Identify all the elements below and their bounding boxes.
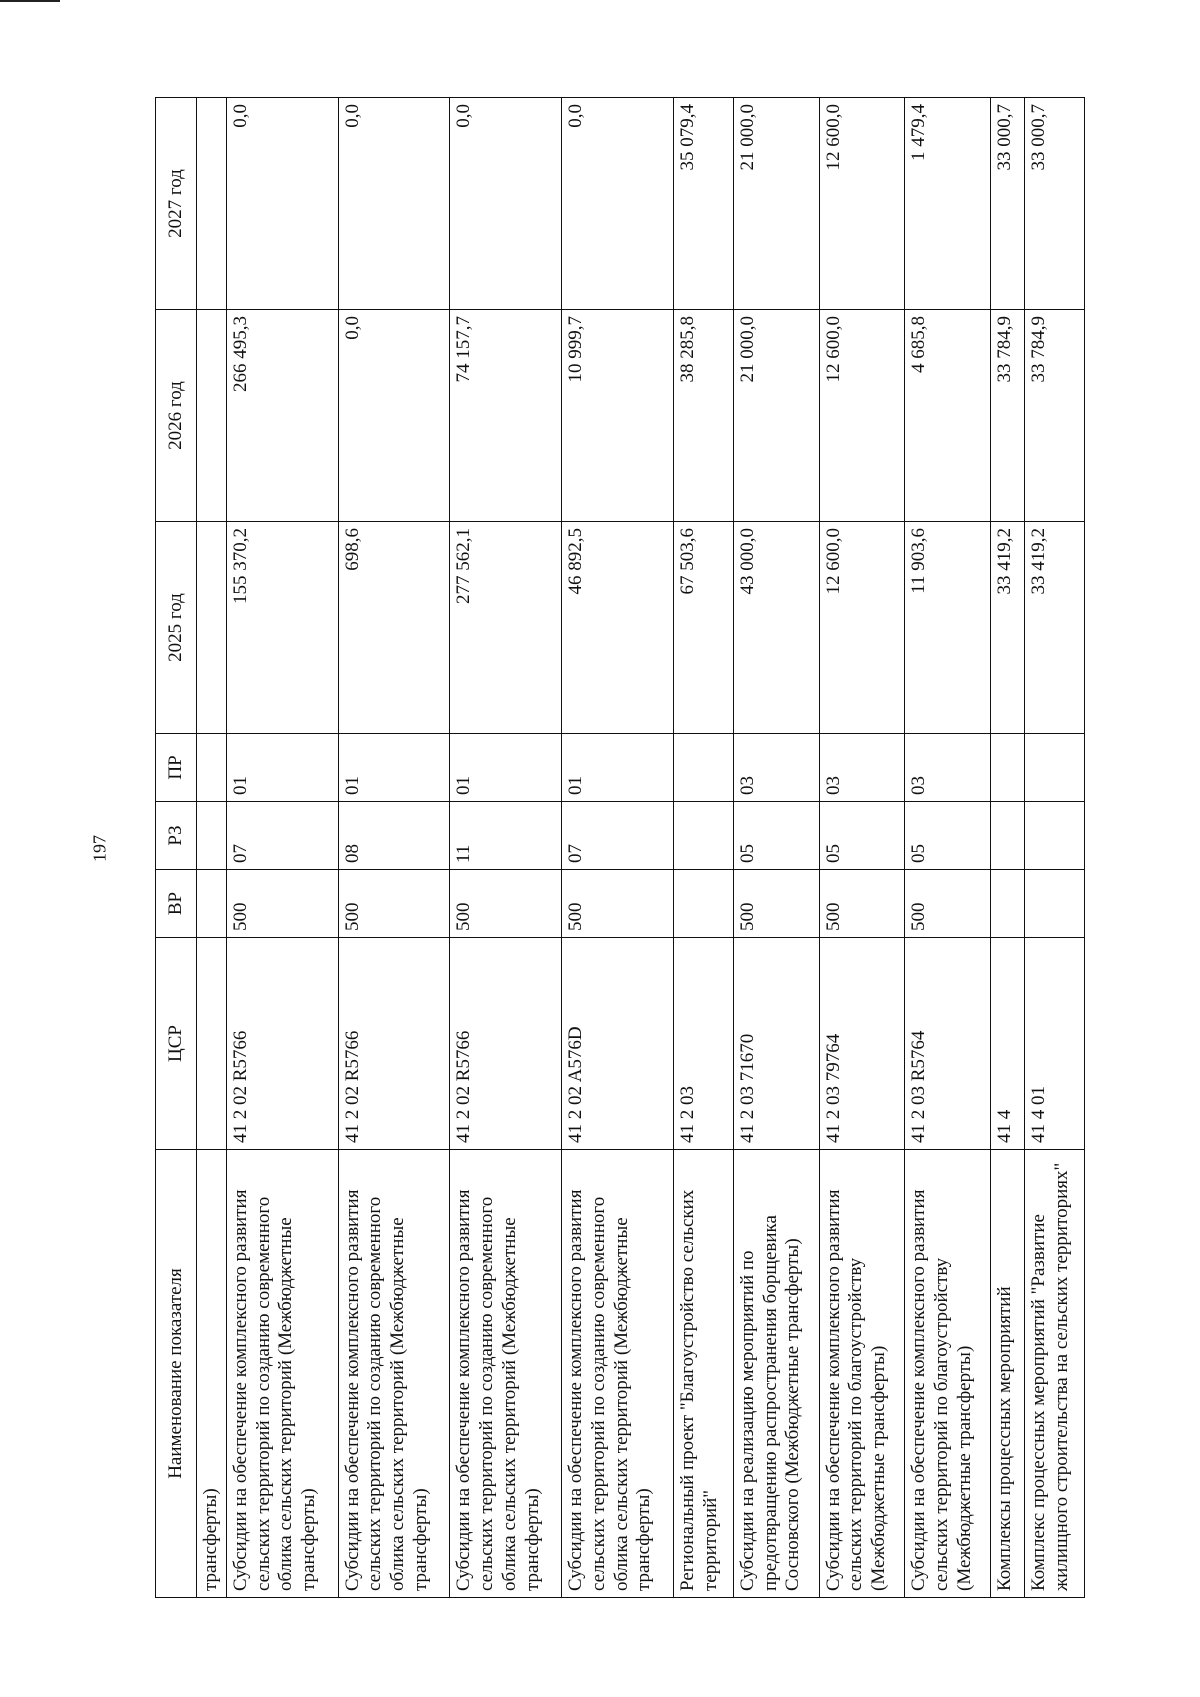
header-row bbox=[156, 98, 197, 1598]
cell-pr: 01 bbox=[226, 734, 338, 802]
cell-2025: 12 600,0 bbox=[819, 522, 905, 734]
cell-vr: 500 bbox=[562, 870, 674, 938]
cell-pr: 01 bbox=[450, 734, 562, 802]
table-row bbox=[226, 98, 338, 1598]
header-2026: 2026 год bbox=[156, 310, 197, 522]
cell-2027: 0,0 bbox=[562, 98, 674, 310]
cell-csr bbox=[197, 938, 227, 1150]
cell-2027: 1 479,4 bbox=[905, 98, 991, 310]
cell-2026: 38 285,8 bbox=[673, 310, 733, 522]
table-row bbox=[991, 98, 1025, 1598]
cell-2025: 67 503,6 bbox=[673, 522, 733, 734]
cell-name: Субсидии на обеспечение комплексного развития сельских территорий по созданию современного облика сельских территорий (Межбюджетные трансферты) bbox=[338, 1150, 450, 1598]
cell-rz: 05 bbox=[905, 802, 991, 870]
cell-2027: 12 600,0 bbox=[819, 98, 905, 310]
table-row bbox=[905, 98, 991, 1598]
cell-name: Субсидии на реализацию мероприятий по предотвращению распространения борщевика Сосновского (Межбюджетные трансферты) bbox=[733, 1150, 819, 1598]
cell-2027: 21 000,0 bbox=[733, 98, 819, 310]
table-row bbox=[673, 98, 733, 1598]
cell-vr: 500 bbox=[338, 870, 450, 938]
rotated-table-container bbox=[155, 98, 1085, 1598]
cell-name: Субсидии на обеспечение комплексного развития сельских территорий по созданию современного облика сельских территорий (Межбюджетные трансферты) bbox=[562, 1150, 674, 1598]
cell-csr: 41 2 02 R5766 bbox=[338, 938, 450, 1150]
cell-rz bbox=[673, 802, 733, 870]
cell-2026: 0,0 bbox=[338, 310, 450, 522]
cell-csr: 41 2 02 A576D bbox=[562, 938, 674, 1150]
cell-rz bbox=[991, 802, 1025, 870]
cell-2027: 0,0 bbox=[338, 98, 450, 310]
cell-vr bbox=[673, 870, 733, 938]
cell-2026: 266 495,3 bbox=[226, 310, 338, 522]
cell-vr bbox=[1025, 870, 1085, 938]
cell-2027: 33 000,7 bbox=[991, 98, 1025, 310]
cell-2026: 33 784,9 bbox=[1025, 310, 1085, 522]
header-2027: 2027 год bbox=[156, 98, 197, 310]
cell-rz: 08 bbox=[338, 802, 450, 870]
cell-name: Субсидии на обеспечение комплексного развития сельских территорий по благоустройству (Межбюджетные трансферты) bbox=[819, 1150, 905, 1598]
table-row bbox=[1025, 98, 1085, 1598]
cell-2025: 11 903,6 bbox=[905, 522, 991, 734]
cell-rz bbox=[1025, 802, 1085, 870]
cell-vr bbox=[197, 870, 227, 938]
cell-rz: 07 bbox=[226, 802, 338, 870]
cell-vr: 500 bbox=[733, 870, 819, 938]
header-vr: ВР bbox=[156, 870, 197, 938]
cell-pr: 01 bbox=[562, 734, 674, 802]
cell-name: Комплекс процессных мероприятий "Развитие жилищного строительства на сельских территориях" bbox=[1025, 1150, 1085, 1598]
cell-rz: 05 bbox=[819, 802, 905, 870]
cell-vr: 500 bbox=[819, 870, 905, 938]
cell-name: Субсидии на обеспечение комплексного развития сельских территорий по благоустройству (Межбюджетные трансферты) bbox=[905, 1150, 991, 1598]
table-row bbox=[819, 98, 905, 1598]
cell-2026: 21 000,0 bbox=[733, 310, 819, 522]
cell-pr bbox=[673, 734, 733, 802]
cell-2025: 43 000,0 bbox=[733, 522, 819, 734]
cell-csr: 41 2 02 R5766 bbox=[226, 938, 338, 1150]
header-pr: ПР bbox=[156, 734, 197, 802]
cell-2027: 33 000,7 bbox=[1025, 98, 1085, 310]
cell-2027: 0,0 bbox=[450, 98, 562, 310]
cell-2027: 35 079,4 bbox=[673, 98, 733, 310]
cell-vr: 500 bbox=[226, 870, 338, 938]
cell-csr: 41 2 02 R5766 bbox=[450, 938, 562, 1150]
table-row bbox=[450, 98, 562, 1598]
cell-2026: 4 685,8 bbox=[905, 310, 991, 522]
cell-rz bbox=[197, 802, 227, 870]
cell-pr: 03 bbox=[819, 734, 905, 802]
cell-csr: 41 2 03 79764 bbox=[819, 938, 905, 1150]
cell-pr: 03 bbox=[905, 734, 991, 802]
cell-2025: 33 419,2 bbox=[991, 522, 1025, 734]
cell-2026: 74 157,7 bbox=[450, 310, 562, 522]
cell-2025: 277 562,1 bbox=[450, 522, 562, 734]
header-csr: ЦСР bbox=[156, 938, 197, 1150]
cell-pr bbox=[991, 734, 1025, 802]
cell-name: Субсидии на обеспечение комплексного развития сельских территорий по созданию современного облика сельских территорий (Межбюджетные трансферты) bbox=[226, 1150, 338, 1598]
cell-name: Региональный проект "Благоустройство сельских территорий" bbox=[673, 1150, 733, 1598]
cell-2025: 155 370,2 bbox=[226, 522, 338, 734]
cell-csr: 41 2 03 71670 bbox=[733, 938, 819, 1150]
cell-2025: 33 419,2 bbox=[1025, 522, 1085, 734]
cell-2026: 33 784,9 bbox=[991, 310, 1025, 522]
table-row bbox=[338, 98, 450, 1598]
cell-rz: 07 bbox=[562, 802, 674, 870]
cell-pr bbox=[1025, 734, 1085, 802]
scan-edge-mark bbox=[0, 0, 60, 2]
cell-pr bbox=[197, 734, 227, 802]
cell-name: Субсидии на обеспечение комплексного развития сельских территорий по созданию современного облика сельских территорий (Межбюджетные трансферты) bbox=[450, 1150, 562, 1598]
table-row bbox=[197, 98, 227, 1598]
cell-vr bbox=[991, 870, 1025, 938]
cell-rz: 05 bbox=[733, 802, 819, 870]
budget-table bbox=[155, 97, 1085, 1598]
header-rz: РЗ bbox=[156, 802, 197, 870]
cell-name: трансферты) bbox=[197, 1150, 227, 1598]
cell-vr: 500 bbox=[905, 870, 991, 938]
cell-2025 bbox=[197, 522, 227, 734]
cell-2027 bbox=[197, 98, 227, 310]
cell-csr: 41 2 03 bbox=[673, 938, 733, 1150]
cell-2025: 46 892,5 bbox=[562, 522, 674, 734]
cell-csr: 41 4 bbox=[991, 938, 1025, 1150]
cell-2025: 698,6 bbox=[338, 522, 450, 734]
cell-2026: 10 999,7 bbox=[562, 310, 674, 522]
page-number: 197 bbox=[89, 835, 110, 862]
table-row bbox=[562, 98, 674, 1598]
cell-2026: 12 600,0 bbox=[819, 310, 905, 522]
cell-pr: 03 bbox=[733, 734, 819, 802]
cell-name: Комплексы процессных мероприятий bbox=[991, 1150, 1025, 1598]
cell-2027: 0,0 bbox=[226, 98, 338, 310]
cell-csr: 41 2 03 R5764 bbox=[905, 938, 991, 1150]
cell-csr: 41 4 01 bbox=[1025, 938, 1085, 1150]
cell-vr: 500 bbox=[450, 870, 562, 938]
header-2025: 2025 год bbox=[156, 522, 197, 734]
cell-2026 bbox=[197, 310, 227, 522]
cell-rz: 11 bbox=[450, 802, 562, 870]
table-row bbox=[733, 98, 819, 1598]
header-name: Наименование показателя bbox=[156, 1150, 197, 1598]
cell-pr: 01 bbox=[338, 734, 450, 802]
